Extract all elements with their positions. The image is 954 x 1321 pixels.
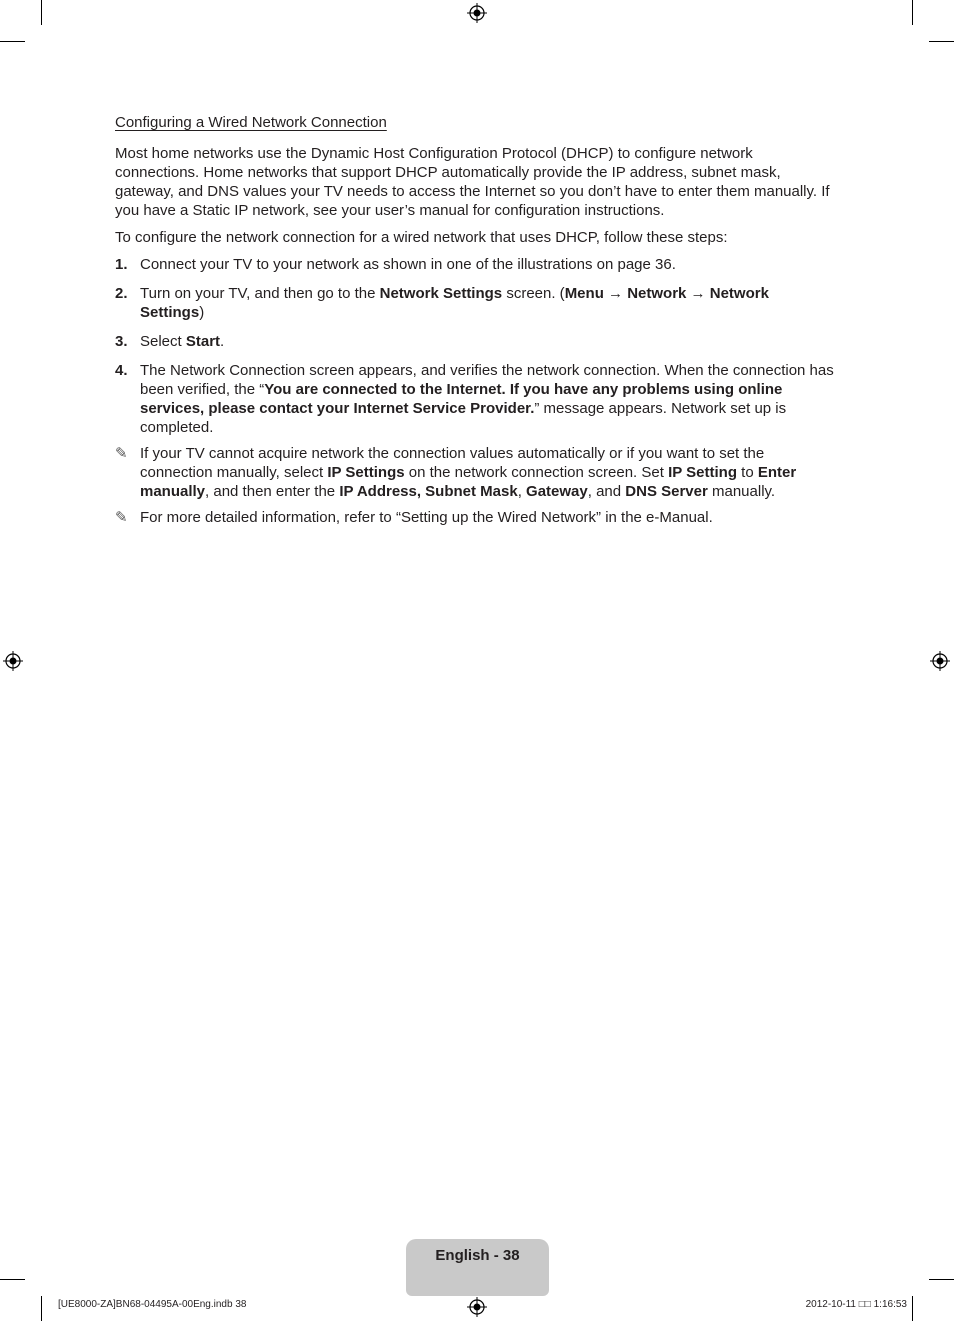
note-text: For more detailed information, refer to “Setting up the Wired Network” in the e-Manual. — [140, 509, 713, 526]
crop-mark — [929, 41, 954, 42]
page-number-tab — [406, 1239, 549, 1296]
step-item — [115, 361, 835, 437]
step-text: Turn on your TV, and then go to the Network Settings screen. (Menu → Network → Network Settings) — [140, 285, 769, 321]
registration-mark-icon — [3, 651, 23, 671]
step-item — [115, 255, 835, 274]
step-text: Connect your TV to your network as shown in one of the illustrations on page 36. — [140, 256, 676, 273]
crop-mark — [41, 0, 42, 25]
crop-mark — [0, 41, 25, 42]
crop-mark — [41, 1296, 42, 1321]
step-number: 3. — [115, 333, 128, 350]
registration-mark-icon — [467, 1297, 487, 1317]
section-title: Configuring a Wired Network Connection — [115, 114, 387, 131]
registration-mark-icon — [930, 651, 950, 671]
note-item — [115, 508, 835, 527]
step-number: 4. — [115, 362, 128, 379]
step-item — [115, 332, 835, 351]
registration-mark-icon — [467, 3, 487, 23]
slug-left: [UE8000-ZA]BN68-04495A-00Eng.indb 38 — [58, 1299, 247, 1310]
slug-right: 2012-10-11 □□ 1:16:53 — [805, 1299, 907, 1310]
intro-paragraph: Most home networks use the Dynamic Host Configuration Protocol (DHCP) to configure network connections. Home networks that support DHCP automatically provide the IP address, subnet mask, gateway, and DNS values your TV needs to access the Internet so you don’t have to enter them manually. If you have a Static IP network, see your user’s manual for configuration instructions. — [115, 145, 830, 219]
crop-mark — [0, 1279, 25, 1280]
step-number: 1. — [115, 256, 128, 273]
crop-mark — [929, 1279, 954, 1280]
step-text: Select Start. — [140, 333, 225, 350]
step-item — [115, 284, 835, 322]
page-content — [115, 113, 835, 534]
lead-paragraph: To configure the network connection for a wired network that uses DHCP, follow these steps: — [115, 229, 728, 246]
page-number-label: English - 38 — [435, 1247, 520, 1264]
note-pencil-icon: ✎ — [115, 509, 128, 526]
step-text: The Network Connection screen appears, and verifies the network connection. When the connection has been verified, the “You are connected to the Internet. If you have any problems using online services, please contact your Internet Service Provider.” message appears. Network set up is completed. — [140, 362, 834, 436]
step-number: 2. — [115, 285, 128, 302]
note-pencil-icon: ✎ — [115, 445, 128, 462]
crop-mark — [912, 1296, 913, 1321]
crop-mark — [912, 0, 913, 25]
note-item — [115, 444, 835, 501]
note-text: If your TV cannot acquire network the connection values automatically or if you want to set the connection manually, select IP Settings on the network connection screen. Set IP Setting to Enter manually, and then enter the IP Address, Subnet Mask, Gateway, and DNS Server manually. — [140, 445, 797, 500]
